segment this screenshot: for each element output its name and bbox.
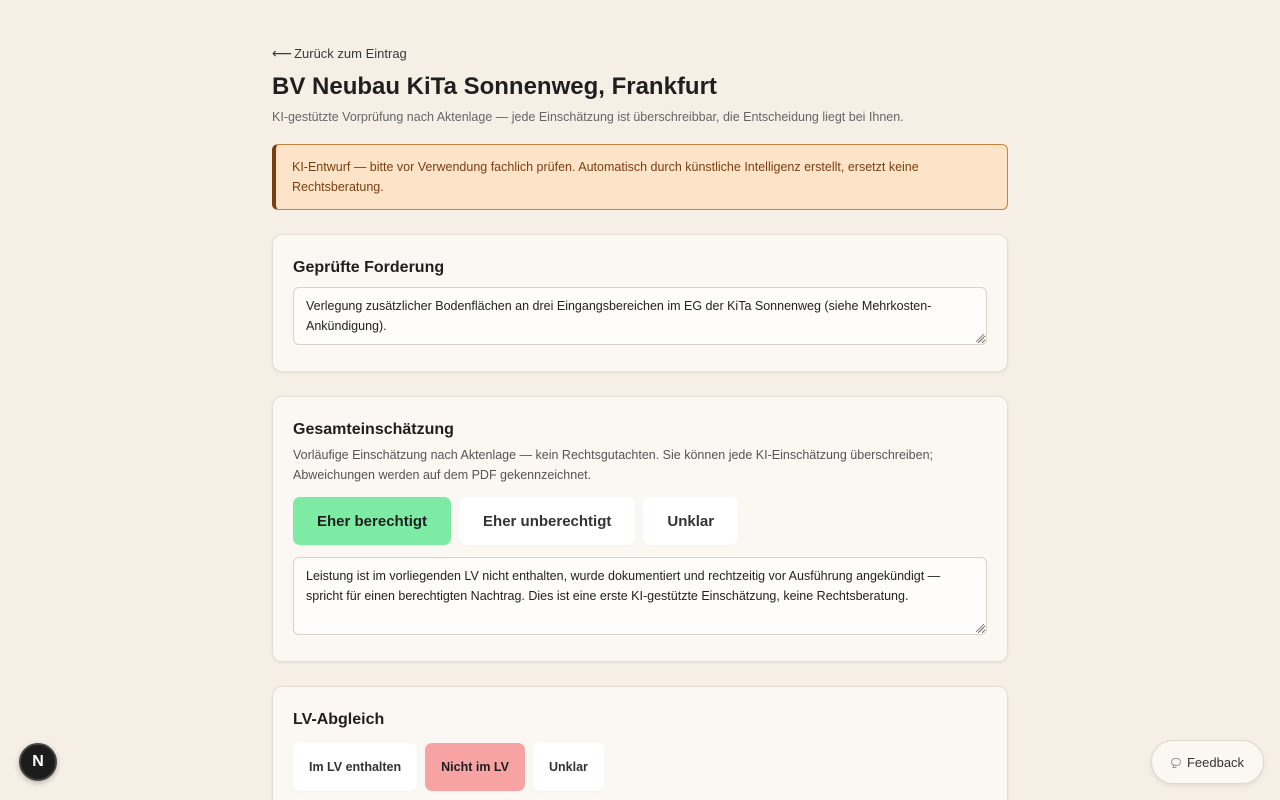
resize-grip-icon[interactable] [976,334,984,342]
ai-draft-alert [272,144,1008,210]
lv-card-title: LV-Abgleich [293,711,385,728]
claim-text: Verlegung zusätzlicher Bodenflächen an drei Eingangsbereichen im EG der KiTa Sonnenweg (siehe Mehrkosten-Ankündigung). [306,299,932,333]
back-link-label: Zurück zum Eintrag [294,46,407,61]
rationale-textarea[interactable] [293,557,987,635]
assessment-card-title: Gesamteinschätzung [293,421,454,438]
option-im-lv-enthalten[interactable]: Im LV enthalten [293,743,417,791]
claim-textarea[interactable] [293,287,987,345]
back-link[interactable] [272,45,407,62]
feedback-label: Feedback [1186,754,1245,770]
claim-card-title: Geprüfte Forderung [293,259,445,276]
lv-card [272,686,1008,800]
resize-grip-icon[interactable] [976,624,984,632]
rationale-text: Leistung ist im vorliegenden LV nicht enthalten, wurde dokumentiert und rechtzeitig vor Ausführung angekündigt — spricht für einen berechtigten Nachtrag. Dies ist eine erste KI-gestützte Einschätzung, keine Rechtsberatung. [306,569,941,603]
alert-text: KI-Entwurf — bitte vor Verwendung fachlich prüfen. Automatisch durch künstliche Intelligenz erstellt, ersetzt keine Rechtsberatung. [292,160,919,194]
option-lv-unklar[interactable]: Unklar [533,743,604,791]
feedback-button[interactable] [1151,740,1264,784]
option-unklar[interactable]: Unklar [643,497,738,545]
logo-letter: N [32,753,44,770]
page-title: BV Neubau KiTa Sonnenweg, Frankfurt [272,73,717,100]
option-eher-unberechtigt[interactable]: Eher unberechtigt [459,497,635,545]
assessment-description: Vorläufige Einschätzung nach Aktenlage — kein Rechtsgutachten. Sie können jede KI-Einschätzung überschreiben; Abweichungen werden auf dem PDF gekennzeichnet. [293,448,933,482]
back-arrow-icon: ⟵ [272,45,293,61]
assessment-options [293,497,738,545]
claim-card [272,234,1008,372]
option-nicht-im-lv[interactable]: Nicht im LV [425,743,525,791]
assessment-card [272,396,1008,662]
option-eher-berechtigt[interactable]: Eher berechtigt [293,497,451,545]
chat-bubble-icon [1171,758,1181,766]
app-logo[interactable] [19,743,57,781]
lv-options [293,743,604,791]
page-subtitle: KI-gestützte Vorprüfung nach Aktenlage — jede Einschätzung ist überschreibbar, die Entscheidung liegt bei Ihnen. [272,110,904,124]
